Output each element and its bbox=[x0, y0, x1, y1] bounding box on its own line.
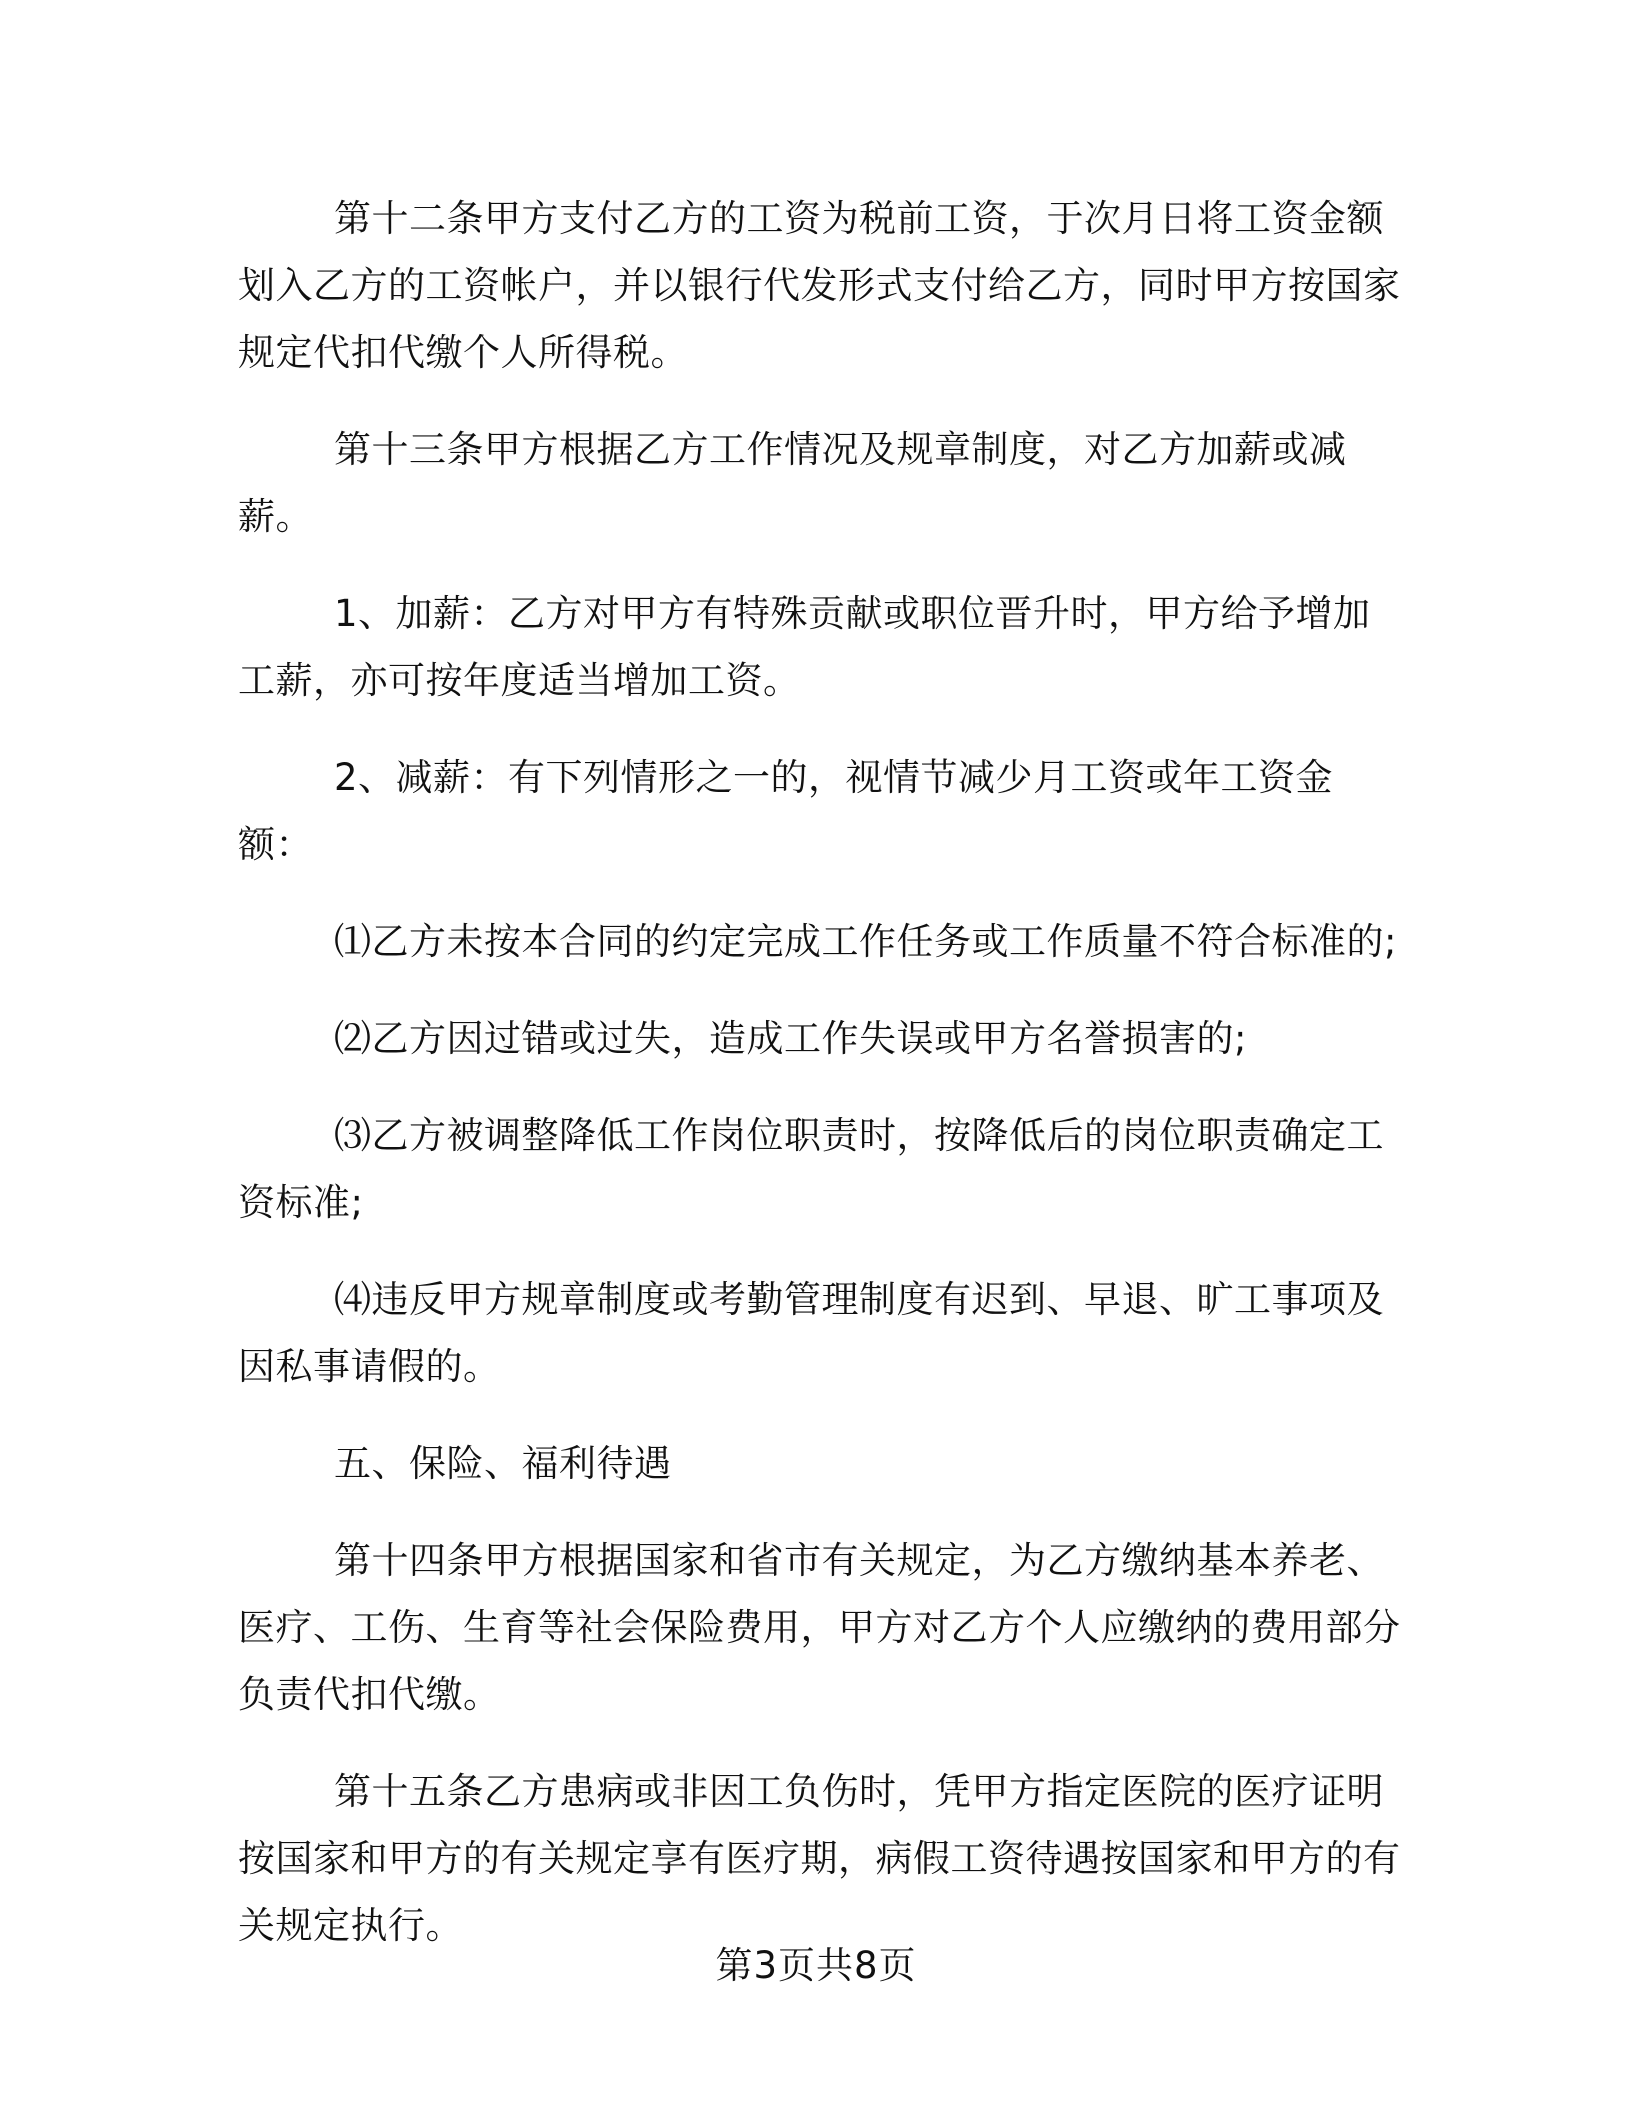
list-item-3: ⑶乙方被调整降低工作岗位职责时，按降低后的岗位职责确定工资标准; bbox=[238, 1114, 1384, 1224]
list-item-1: ⑴乙方未按本合同的约定完成工作任务或工作质量不符合标准的; bbox=[334, 920, 1397, 963]
list-item-4: ⑷违反甲方规章制度或考勤管理制度有迟到、早退、旷工事项及因私事请假的。 bbox=[238, 1278, 1384, 1388]
page-number-footer: 第3页共8页 bbox=[715, 1944, 917, 1987]
section-heading-insurance: 五、保险、福利待遇 bbox=[334, 1442, 672, 1485]
paragraph-article-12: 第十二条甲方支付乙方的工资为税前工资，于次月日将工资金额划入乙方的工资帐户，并以银行代发形式支付给乙方，同时甲方按国家规定代扣代缴个人所得税。 bbox=[238, 197, 1401, 374]
paragraph-salary-increase: 1、加薪：乙方对甲方有特殊贡献或职位晋升时，甲方给予增加工薪，亦可按年度适当增加工资。 bbox=[238, 592, 1371, 702]
paragraph-article-15: 第十五条乙方患病或非因工负伤时，凭甲方指定医院的医疗证明按国家和甲方的有关规定享有医疗期，病假工资待遇按国家和甲方的有关规定执行。 bbox=[238, 1770, 1401, 1947]
paragraph-article-13: 第十三条甲方根据乙方工作情况及规章制度，对乙方加薪或减薪。 bbox=[238, 428, 1347, 538]
list-item-2: ⑵乙方因过错或过失，造成工作失误或甲方名誉损害的; bbox=[334, 1017, 1247, 1060]
document-body bbox=[238, 185, 1408, 1959]
paragraph-salary-decrease: 2、减薪：有下列情形之一的，视情节减少月工资或年工资金额： bbox=[238, 756, 1334, 866]
paragraph-article-14: 第十四条甲方根据国家和省市有关规定，为乙方缴纳基本养老、医疗、工伤、生育等社会保险费用，甲方对乙方个人应缴纳的费用部分负责代扣代缴。 bbox=[238, 1539, 1401, 1716]
